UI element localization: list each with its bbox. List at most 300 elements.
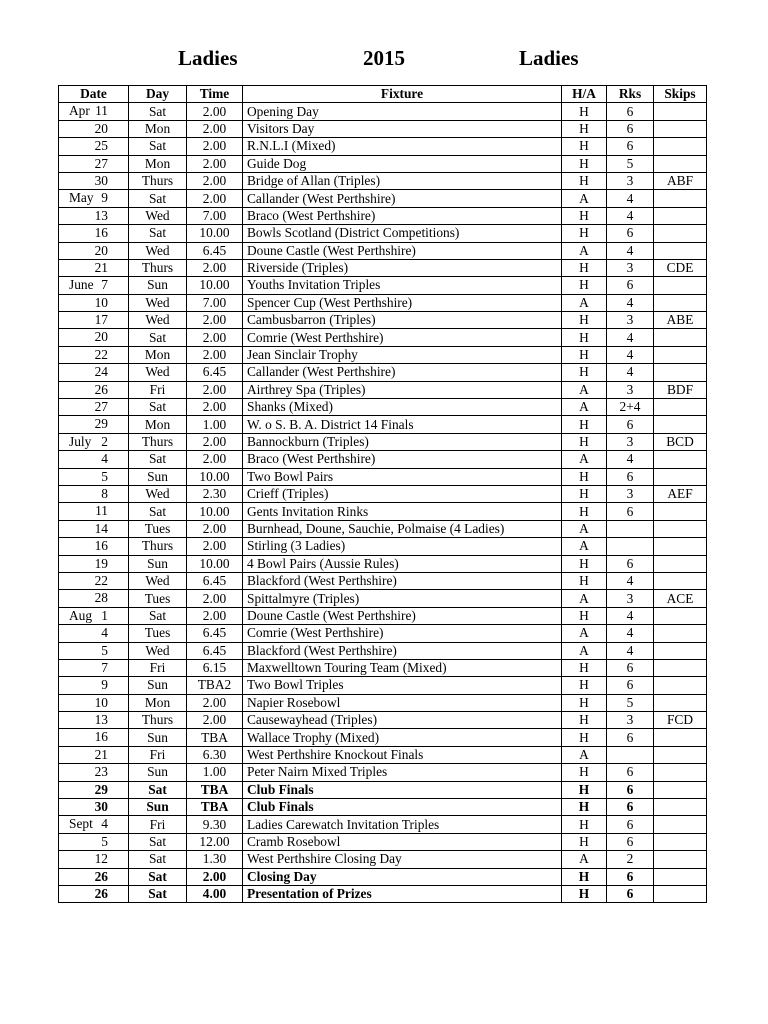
- fixture-cell: Callander (West Perthshire): [243, 364, 562, 381]
- fixture-row: [59, 781, 707, 798]
- fixture-row: [59, 451, 707, 468]
- day-cell: Sat: [129, 225, 187, 242]
- day-number: 5: [101, 642, 108, 658]
- fixture-cell: R.N.L.I (Mixed): [243, 138, 562, 155]
- time-cell: 10.00: [187, 503, 243, 520]
- time-cell: 7.00: [187, 207, 243, 224]
- day-number: 22: [94, 572, 108, 588]
- day-number: 21: [94, 746, 108, 762]
- day-cell: Wed: [129, 312, 187, 329]
- fixture-cell: Spittalmyre (Triples): [243, 590, 562, 607]
- fixture-cell: Crieff (Triples): [243, 485, 562, 502]
- skips-cell: [654, 642, 707, 659]
- day-cell: Sun: [129, 555, 187, 572]
- rinks-cell: 4: [607, 242, 654, 259]
- day-number: 16: [94, 729, 108, 745]
- date-cell: [59, 503, 129, 520]
- fixture-cell: Guide Dog: [243, 155, 562, 172]
- day-number: 14: [94, 520, 108, 536]
- rinks-cell: 6: [607, 781, 654, 798]
- skips-cell: [654, 294, 707, 311]
- day-number: 11: [95, 503, 108, 519]
- fixture-cell: Cramb Rosebowl: [243, 833, 562, 850]
- month-label: Sept: [69, 816, 93, 832]
- rinks-cell: [607, 538, 654, 555]
- day-number: 2: [101, 433, 108, 449]
- rinks-cell: 6: [607, 799, 654, 816]
- fixture-cell: Comrie (West Perthshire): [243, 625, 562, 642]
- rinks-cell: 6: [607, 468, 654, 485]
- home-away-cell: A: [562, 451, 607, 468]
- day-cell: Sun: [129, 764, 187, 781]
- fixture-row: [59, 538, 707, 555]
- column-header-ha: H/A: [562, 86, 607, 103]
- time-cell: 2.00: [187, 520, 243, 537]
- day-number: 16: [94, 225, 108, 241]
- fixture-row: [59, 590, 707, 607]
- fixture-row: [59, 677, 707, 694]
- day-cell: Fri: [129, 659, 187, 676]
- fixture-cell: Doune Castle (West Perthshire): [243, 607, 562, 624]
- rinks-cell: [607, 746, 654, 763]
- fixture-cell: Callander (West Perthshire): [243, 190, 562, 207]
- fixture-cell: Club Finals: [243, 781, 562, 798]
- time-cell: 10.00: [187, 225, 243, 242]
- rinks-cell: 4: [607, 451, 654, 468]
- home-away-cell: H: [562, 694, 607, 711]
- skips-cell: BDF: [654, 381, 707, 398]
- day-cell: Thurs: [129, 712, 187, 729]
- day-cell: Sat: [129, 329, 187, 346]
- day-number: 4: [101, 451, 108, 467]
- date-cell: [59, 103, 129, 120]
- time-cell: 6.30: [187, 746, 243, 763]
- skips-cell: [654, 625, 707, 642]
- rinks-cell: 6: [607, 225, 654, 242]
- home-away-cell: A: [562, 242, 607, 259]
- time-cell: 2.00: [187, 259, 243, 276]
- skips-cell: [654, 416, 707, 433]
- day-number: 17: [94, 312, 108, 328]
- rinks-cell: 6: [607, 868, 654, 885]
- date-cell: [59, 712, 129, 729]
- time-cell: 2.00: [187, 399, 243, 416]
- rinks-cell: 6: [607, 555, 654, 572]
- skips-cell: [654, 277, 707, 294]
- day-cell: Wed: [129, 485, 187, 502]
- fixture-row: [59, 364, 707, 381]
- home-away-cell: H: [562, 677, 607, 694]
- time-cell: 2.00: [187, 538, 243, 555]
- page-heading: [0, 46, 768, 76]
- home-away-cell: H: [562, 799, 607, 816]
- home-away-cell: H: [562, 259, 607, 276]
- home-away-cell: A: [562, 642, 607, 659]
- skips-cell: CDE: [654, 259, 707, 276]
- fixture-cell: Napier Rosebowl: [243, 694, 562, 711]
- fixture-cell: Bridge of Allan (Triples): [243, 172, 562, 189]
- time-cell: 2.00: [187, 120, 243, 137]
- date-cell: [59, 138, 129, 155]
- day-cell: Sun: [129, 677, 187, 694]
- rinks-cell: 3: [607, 712, 654, 729]
- rinks-cell: 3: [607, 433, 654, 450]
- fixture-cell: 4 Bowl Pairs (Aussie Rules): [243, 555, 562, 572]
- rinks-cell: 6: [607, 416, 654, 433]
- date-cell: [59, 485, 129, 502]
- home-away-cell: H: [562, 764, 607, 781]
- day-number: 11: [95, 103, 108, 119]
- home-away-cell: A: [562, 851, 607, 868]
- skips-cell: [654, 851, 707, 868]
- date-cell: [59, 729, 129, 746]
- fixture-row: [59, 799, 707, 816]
- fixture-row: [59, 607, 707, 624]
- skips-cell: [654, 503, 707, 520]
- month-label: Apr: [69, 103, 90, 119]
- time-cell: 2.00: [187, 451, 243, 468]
- fixture-cell: Gents Invitation Rinks: [243, 503, 562, 520]
- fixture-row: [59, 833, 707, 850]
- home-away-cell: A: [562, 746, 607, 763]
- fixture-row: [59, 190, 707, 207]
- skips-cell: [654, 103, 707, 120]
- date-cell: [59, 416, 129, 433]
- home-away-cell: H: [562, 346, 607, 363]
- rinks-cell: 4: [607, 294, 654, 311]
- home-away-cell: A: [562, 294, 607, 311]
- fixture-cell: Peter Nairn Mixed Triples: [243, 764, 562, 781]
- day-number: 5: [101, 468, 108, 484]
- month-label: May: [69, 190, 94, 206]
- rinks-cell: 5: [607, 155, 654, 172]
- date-cell: [59, 555, 129, 572]
- column-header-date: Date: [59, 86, 129, 103]
- skips-cell: AEF: [654, 485, 707, 502]
- skips-cell: [654, 868, 707, 885]
- fixture-row: [59, 207, 707, 224]
- fixture-row: [59, 659, 707, 676]
- fixture-row: [59, 433, 707, 450]
- fixture-row: [59, 764, 707, 781]
- fixture-row: [59, 642, 707, 659]
- fixture-row: [59, 468, 707, 485]
- fixture-row: [59, 572, 707, 589]
- date-cell: [59, 364, 129, 381]
- date-cell: [59, 746, 129, 763]
- time-cell: 2.00: [187, 103, 243, 120]
- fixture-row: [59, 138, 707, 155]
- rinks-cell: 4: [607, 190, 654, 207]
- skips-cell: [654, 155, 707, 172]
- date-cell: [59, 190, 129, 207]
- day-cell: Wed: [129, 207, 187, 224]
- fixture-cell: Bannockburn (Triples): [243, 433, 562, 450]
- skips-cell: [654, 677, 707, 694]
- fixture-row: [59, 746, 707, 763]
- fixture-row: [59, 485, 707, 502]
- rinks-cell: 3: [607, 485, 654, 502]
- home-away-cell: H: [562, 468, 607, 485]
- rinks-cell: 4: [607, 346, 654, 363]
- day-cell: Sat: [129, 138, 187, 155]
- day-number: 25: [94, 138, 108, 154]
- fixture-row: [59, 416, 707, 433]
- fixture-row: [59, 625, 707, 642]
- rinks-cell: 6: [607, 138, 654, 155]
- rinks-cell: 4: [607, 572, 654, 589]
- day-cell: Fri: [129, 381, 187, 398]
- date-cell: [59, 451, 129, 468]
- date-cell: [59, 677, 129, 694]
- fixture-row: [59, 242, 707, 259]
- time-cell: 2.00: [187, 381, 243, 398]
- fixture-cell: Presentation of Prizes: [243, 885, 562, 902]
- fixture-cell: Burnhead, Doune, Sauchie, Polmaise (4 Ladies): [243, 520, 562, 537]
- skips-cell: [654, 781, 707, 798]
- fixture-cell: Doune Castle (West Perthshire): [243, 242, 562, 259]
- date-cell: [59, 155, 129, 172]
- fixture-cell: Youths Invitation Triples: [243, 277, 562, 294]
- skips-cell: [654, 190, 707, 207]
- date-cell: [59, 764, 129, 781]
- fixture-cell: Bowls Scotland (District Competitions): [243, 225, 562, 242]
- day-cell: Mon: [129, 120, 187, 137]
- day-number: 4: [101, 625, 108, 641]
- date-cell: [59, 781, 129, 798]
- date-cell: [59, 816, 129, 833]
- fixture-row: [59, 399, 707, 416]
- date-cell: [59, 659, 129, 676]
- fixture-row: [59, 520, 707, 537]
- day-number: 22: [94, 346, 108, 362]
- day-cell: Thurs: [129, 259, 187, 276]
- fixture-cell: Spencer Cup (West Perthshire): [243, 294, 562, 311]
- day-number: 4: [101, 816, 108, 832]
- day-number: 10: [94, 294, 108, 310]
- home-away-cell: H: [562, 503, 607, 520]
- skips-cell: [654, 538, 707, 555]
- home-away-cell: A: [562, 590, 607, 607]
- skips-cell: [654, 729, 707, 746]
- date-cell: [59, 207, 129, 224]
- date-cell: [59, 572, 129, 589]
- skips-cell: [654, 399, 707, 416]
- fixture-row: [59, 868, 707, 885]
- date-cell: [59, 120, 129, 137]
- rinks-cell: 6: [607, 120, 654, 137]
- date-cell: [59, 642, 129, 659]
- fixture-cell: Two Bowl Pairs: [243, 468, 562, 485]
- date-cell: [59, 242, 129, 259]
- fixture-row: [59, 103, 707, 120]
- day-cell: Sun: [129, 468, 187, 485]
- date-cell: [59, 833, 129, 850]
- fixture-cell: Jean Sinclair Trophy: [243, 346, 562, 363]
- skips-cell: [654, 885, 707, 902]
- rinks-cell: 6: [607, 816, 654, 833]
- day-cell: Tues: [129, 590, 187, 607]
- date-cell: [59, 851, 129, 868]
- day-cell: Mon: [129, 346, 187, 363]
- fixture-row: [59, 694, 707, 711]
- home-away-cell: H: [562, 433, 607, 450]
- day-cell: Wed: [129, 242, 187, 259]
- skips-cell: [654, 833, 707, 850]
- time-cell: 6.15: [187, 659, 243, 676]
- fixture-cell: Blackford (West Perthshire): [243, 572, 562, 589]
- fixture-row: [59, 225, 707, 242]
- rinks-cell: 3: [607, 381, 654, 398]
- home-away-cell: H: [562, 781, 607, 798]
- date-cell: [59, 799, 129, 816]
- rinks-cell: 6: [607, 885, 654, 902]
- fixture-row: [59, 172, 707, 189]
- time-cell: 2.00: [187, 590, 243, 607]
- home-away-cell: H: [562, 138, 607, 155]
- home-away-cell: H: [562, 485, 607, 502]
- day-number: 20: [94, 242, 108, 258]
- day-number: 10: [94, 694, 108, 710]
- rinks-cell: 6: [607, 503, 654, 520]
- home-away-cell: A: [562, 520, 607, 537]
- time-cell: 2.00: [187, 190, 243, 207]
- skips-cell: [654, 799, 707, 816]
- time-cell: 2.00: [187, 607, 243, 624]
- rinks-cell: 6: [607, 103, 654, 120]
- day-cell: Sat: [129, 868, 187, 885]
- day-number: 7: [101, 659, 108, 675]
- rinks-cell: 4: [607, 625, 654, 642]
- rinks-cell: 6: [607, 677, 654, 694]
- time-cell: 2.00: [187, 172, 243, 189]
- rinks-cell: 3: [607, 312, 654, 329]
- fixture-cell: W. o S. B. A. District 14 Finals: [243, 416, 562, 433]
- day-cell: Wed: [129, 294, 187, 311]
- day-number: 9: [101, 190, 108, 206]
- date-cell: [59, 590, 129, 607]
- day-number: 20: [94, 120, 108, 136]
- day-number: 20: [94, 329, 108, 345]
- day-cell: Tues: [129, 625, 187, 642]
- skips-cell: [654, 451, 707, 468]
- home-away-cell: H: [562, 120, 607, 137]
- rinks-cell: 6: [607, 729, 654, 746]
- day-cell: Sat: [129, 781, 187, 798]
- rinks-cell: 2+4: [607, 399, 654, 416]
- time-cell: 2.00: [187, 312, 243, 329]
- date-cell: [59, 381, 129, 398]
- home-away-cell: H: [562, 329, 607, 346]
- skips-cell: ABE: [654, 312, 707, 329]
- date-cell: [59, 346, 129, 363]
- rinks-cell: 3: [607, 590, 654, 607]
- day-cell: Sat: [129, 833, 187, 850]
- skips-cell: [654, 364, 707, 381]
- rinks-cell: 6: [607, 833, 654, 850]
- skips-cell: [654, 764, 707, 781]
- fixture-cell: Visitors Day: [243, 120, 562, 137]
- rinks-cell: 4: [607, 642, 654, 659]
- home-away-cell: H: [562, 225, 607, 242]
- day-cell: Thurs: [129, 172, 187, 189]
- skips-cell: [654, 242, 707, 259]
- fixture-cell: Airthrey Spa (Triples): [243, 381, 562, 398]
- date-cell: [59, 868, 129, 885]
- home-away-cell: H: [562, 885, 607, 902]
- home-away-cell: H: [562, 607, 607, 624]
- home-away-cell: A: [562, 190, 607, 207]
- day-number: 13: [94, 207, 108, 223]
- time-cell: 6.45: [187, 364, 243, 381]
- day-number: 21: [94, 259, 108, 275]
- fixture-row: [59, 277, 707, 294]
- day-cell: Sat: [129, 607, 187, 624]
- fixture-row: [59, 329, 707, 346]
- fixture-cell: Opening Day: [243, 103, 562, 120]
- column-header-rks: Rks: [607, 86, 654, 103]
- day-cell: Sat: [129, 503, 187, 520]
- home-away-cell: H: [562, 207, 607, 224]
- fixture-cell: West Perthshire Knockout Finals: [243, 746, 562, 763]
- day-cell: Sat: [129, 103, 187, 120]
- skips-cell: [654, 120, 707, 137]
- skips-cell: [654, 659, 707, 676]
- home-away-cell: A: [562, 538, 607, 555]
- day-cell: Sat: [129, 851, 187, 868]
- day-number: 23: [94, 764, 108, 780]
- fixture-cell: Riverside (Triples): [243, 259, 562, 276]
- day-number: 29: [94, 781, 108, 797]
- day-number: 26: [94, 381, 108, 397]
- heading-left: Ladies: [178, 46, 238, 70]
- fixture-row: [59, 816, 707, 833]
- home-away-cell: H: [562, 277, 607, 294]
- skips-cell: [654, 607, 707, 624]
- header-row: [59, 86, 707, 103]
- fixture-cell: West Perthshire Closing Day: [243, 851, 562, 868]
- fixture-cell: Two Bowl Triples: [243, 677, 562, 694]
- day-cell: Sat: [129, 399, 187, 416]
- time-cell: TBA: [187, 781, 243, 798]
- day-number: 1: [101, 607, 108, 623]
- day-number: 29: [94, 416, 108, 432]
- time-cell: 12.00: [187, 833, 243, 850]
- home-away-cell: H: [562, 555, 607, 572]
- time-cell: 2.00: [187, 155, 243, 172]
- column-header-time: Time: [187, 86, 243, 103]
- skips-cell: ACE: [654, 590, 707, 607]
- skips-cell: [654, 329, 707, 346]
- month-label: Aug: [69, 607, 93, 623]
- fixture-cell: Shanks (Mixed): [243, 399, 562, 416]
- rinks-cell: 6: [607, 277, 654, 294]
- time-cell: 2.00: [187, 346, 243, 363]
- day-number: 16: [94, 538, 108, 554]
- rinks-cell: 4: [607, 207, 654, 224]
- column-header-day: Day: [129, 86, 187, 103]
- home-away-cell: H: [562, 172, 607, 189]
- rinks-cell: 5: [607, 694, 654, 711]
- fixture-row: [59, 381, 707, 398]
- home-away-cell: H: [562, 659, 607, 676]
- fixture-row: [59, 555, 707, 572]
- day-number: 26: [94, 868, 108, 884]
- day-number: 19: [94, 555, 108, 571]
- day-cell: Wed: [129, 642, 187, 659]
- day-number: 5: [101, 833, 108, 849]
- time-cell: 1.30: [187, 851, 243, 868]
